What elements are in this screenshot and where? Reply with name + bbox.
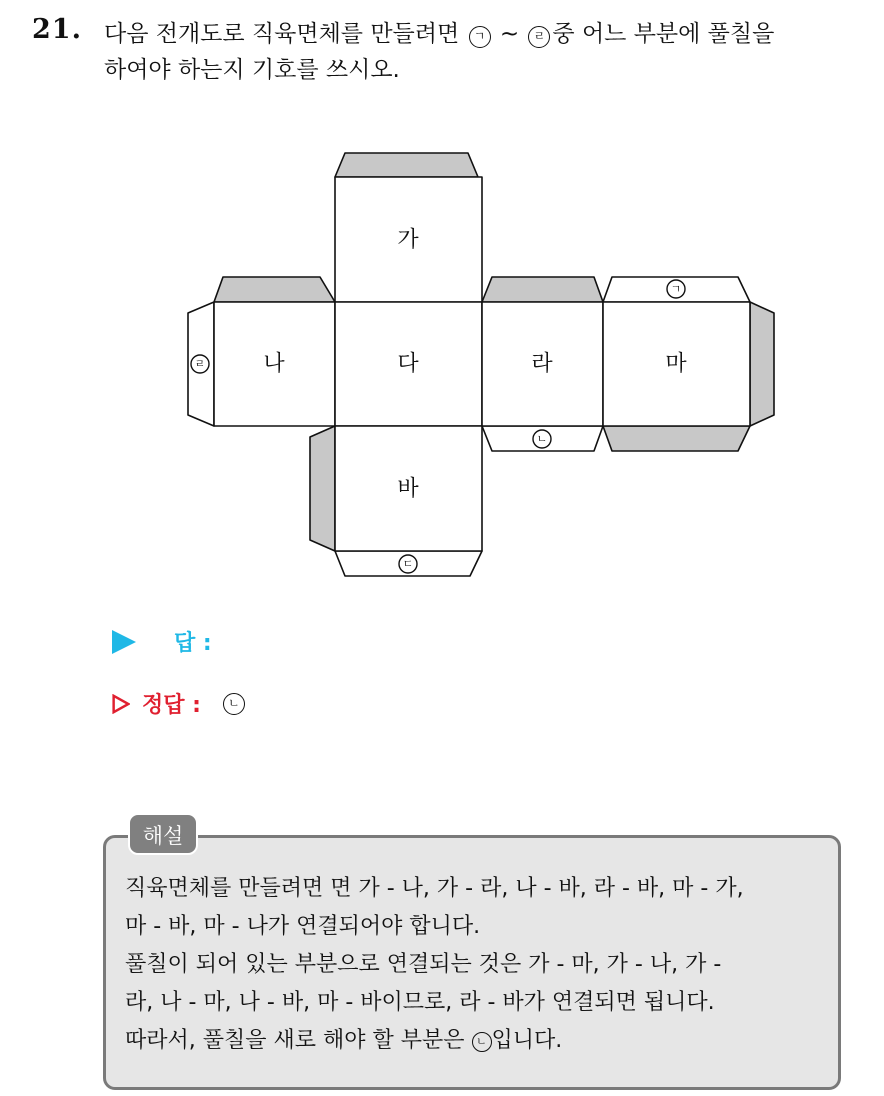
answer-label: 답 :: [174, 631, 212, 656]
red-outline-triangle-icon: [112, 694, 130, 714]
explanation-line-4: 라, 나 - 마, 나 - 바, 마 - 바이므로, 라 - 바가 연결되면 됩니다.: [125, 990, 715, 1015]
cyan-triangle-icon: [112, 630, 136, 654]
circled-mark-start: ㄱ: [469, 26, 491, 48]
explanation-line-5: [125, 1022, 830, 1060]
face-label-ra: 라: [531, 351, 553, 377]
face-label-ga: 가: [397, 227, 419, 253]
face-label-da: 다: [397, 351, 419, 377]
correct-answer-label: 정답 :: [142, 693, 201, 718]
face-label-na: 나: [263, 351, 285, 377]
flap-top-of-ga: [335, 153, 478, 177]
correct-answer-row: [112, 688, 245, 719]
correct-answer-value: ㄴ: [223, 693, 245, 715]
flap-top-of-ra: [482, 277, 603, 302]
answer-row: [112, 626, 212, 657]
range-separator: ~: [499, 21, 520, 47]
face-label-ba: 바: [397, 476, 419, 502]
flap-left-of-ba: [310, 426, 335, 551]
question-line-1-after: 중 어느 부분에 풀칠을: [552, 21, 775, 47]
question-line-2: 하여야 하는지 기호를 쓰시오.: [104, 57, 400, 83]
mark-rieul: ㄹ: [194, 357, 206, 371]
flap-right-of-ma: [750, 302, 774, 426]
explanation-last-before: 따라서, 풀칠을 새로 해야 할 부분은: [125, 1028, 465, 1053]
explanation-line-1: 직육면체를 만들려면 면 가 - 나, 가 - 라, 나 - 바, 라 - 바, 마 - 가,: [125, 876, 744, 901]
explanation-text: [125, 870, 830, 1060]
circled-mark-end: ㄹ: [528, 26, 550, 48]
flap-bottom-of-ma: [603, 426, 750, 451]
face-label-ma: 마: [665, 351, 687, 377]
mark-nieun: ㄴ: [536, 432, 548, 446]
explanation-line-2: 마 - 바, 마 - 나가 연결되어야 합니다.: [125, 914, 481, 939]
flap-top-of-na: [214, 277, 335, 302]
question-number: 21.: [32, 14, 82, 45]
mark-digeut: ㄷ: [402, 557, 414, 571]
question-line-1-before: 다음 전개도로 직육면체를 만들려면: [104, 21, 460, 47]
explanation-last-after: 입니다.: [491, 1028, 563, 1053]
explanation-tag: 해설: [128, 813, 198, 855]
explanation-line-3: 풀칠이 되어 있는 부분으로 연결되는 것은 가 - 마, 가 - 나, 가 -: [125, 952, 722, 977]
mark-giyeok: ㄱ: [670, 282, 682, 296]
explanation-circled-mark: ㄴ: [472, 1032, 492, 1052]
